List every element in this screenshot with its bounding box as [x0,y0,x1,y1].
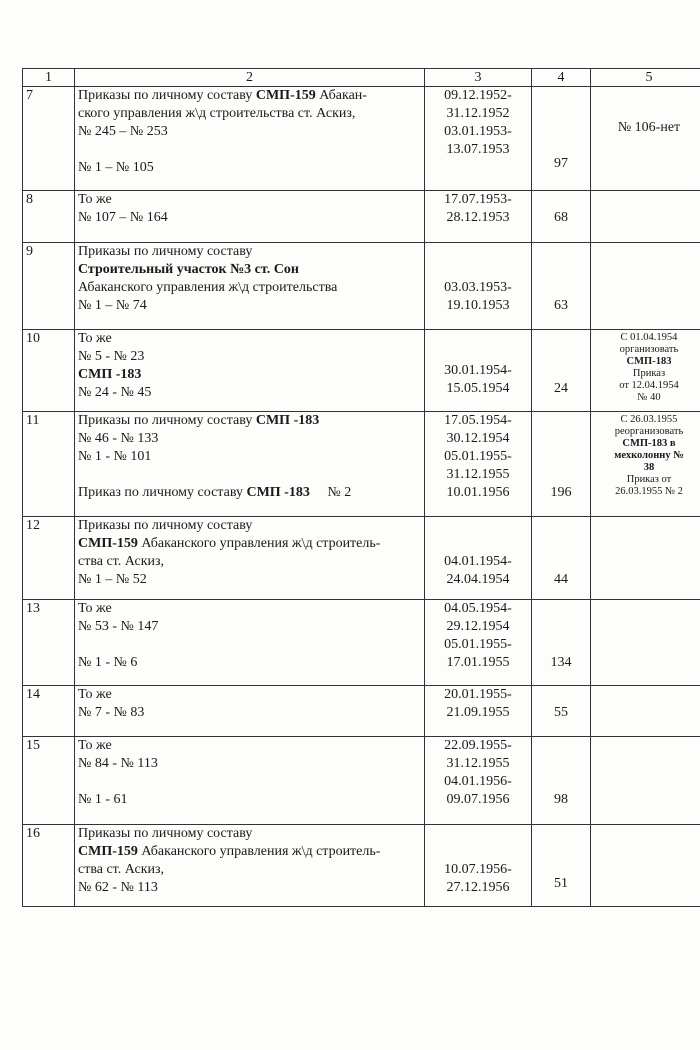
title-line-bold: Строительный участок №3 ст. Сон [78,262,299,277]
row-title [75,600,425,686]
row-note [591,87,700,191]
pages-value: 97 [554,156,568,171]
title-line: № 1 – № 52 [78,572,147,587]
title-line: ского управления ж\д строительства ст. Аскиз, [78,106,356,121]
note-line: № 40 [637,392,661,403]
table-row [23,412,700,517]
title-line: Приказы по личному составу [78,518,253,533]
row-dates [425,412,532,517]
title-line: То же [78,738,112,753]
row-dates [425,191,532,243]
row-dates [425,600,532,686]
inventory-table [22,68,700,907]
row-number: 8 [23,191,75,243]
date-line: 04.01.1954- [444,554,512,569]
title-text: Абаканского управления ж\д строитель- [137,844,381,859]
row-title [75,737,425,825]
date-line: 28.12.1953 [446,210,510,225]
row-pages [532,412,591,517]
title-line: ства ст. Аскиз, [78,554,165,569]
title-line: То же [78,192,112,207]
row-pages [532,686,591,737]
title-line: № 62 - № 113 [78,880,158,895]
date-line: 27.12.1956 [446,880,510,895]
title-line: № 5 - № 23 [78,349,145,364]
pages-value: 55 [554,705,568,720]
title-unit: СМП -183 [246,485,310,500]
row-title [75,825,425,907]
header-row [23,69,700,87]
note-line: реорганизовать [614,426,684,437]
table-row [23,737,700,825]
title-line: № 107 – № 164 [78,210,168,225]
row-number: 16 [23,825,75,907]
date-line: 13.07.1953 [446,142,510,157]
title-text: Абаканского управления ж\д строитель- [137,536,381,551]
row-title [75,330,425,412]
pages-value: 24 [554,381,568,396]
table-row [23,517,700,600]
title-line: Абаканского управления ж\д строительства [78,280,338,295]
row-pages [532,330,591,412]
date-line: 19.10.1953 [446,298,510,313]
row-dates [425,87,532,191]
date-line: 30.12.1954 [446,431,510,446]
row-dates [425,517,532,600]
header-col-3: 3 [425,69,532,87]
pages-value: 134 [550,655,572,670]
row-number: 15 [23,737,75,825]
table-row [23,330,700,412]
row-note [591,191,700,243]
row-title [75,686,425,737]
title-line: № 7 - № 83 [78,705,145,720]
title-text: Приказы по личному составу [78,413,256,428]
row-note [591,412,700,517]
note-line: С 01.04.1954 [620,332,678,343]
row-title [75,191,425,243]
row-title [75,517,425,600]
table-row [23,686,700,737]
row-title [75,243,425,330]
title-line: № 24 - № 45 [78,385,152,400]
date-line: 03.03.1953- [444,280,512,295]
row-pages [532,517,591,600]
date-line: 31.12.1955 [446,467,510,482]
date-line: 15.05.1954 [446,381,510,396]
date-line: 03.01.1953- [444,124,512,139]
header-col-1: 1 [23,69,75,87]
date-line: 10.01.1956 [446,485,510,500]
title-line: № 1 – № 74 [78,298,147,313]
title-text: Абакан- [315,88,367,103]
title-line: То же [78,331,112,346]
title-line: ства ст. Аскиз, [78,862,165,877]
title-line: № 1 - № 101 [78,449,152,464]
row-number: 12 [23,517,75,600]
header-col-2: 2 [75,69,425,87]
row-dates [425,243,532,330]
note-line: С 26.03.1955 [620,414,678,425]
title-unit: СМП -183 [255,413,320,428]
row-note [591,330,700,412]
date-line: 21.09.1955 [446,705,510,720]
pages-value: 63 [554,298,568,313]
note-line: Приказ [632,368,666,379]
title-line: Приказы по личному составу [78,826,253,841]
note-text: № 106-нет [617,120,681,135]
row-number: 9 [23,243,75,330]
date-line: 05.01.1955- [444,637,512,652]
title-line: № 84 - № 113 [78,756,158,771]
title-line-bold: СМП -183 [78,367,142,382]
title-line: Приказы по личному составу [78,244,253,259]
pages-value: 196 [550,485,572,500]
row-number: 13 [23,600,75,686]
row-pages [532,191,591,243]
title-line: № 1 – № 105 [78,160,154,175]
row-dates [425,686,532,737]
note-line: мехколонну № [614,450,684,461]
title-line: То же [78,687,112,702]
row-dates [425,825,532,907]
title-text: Приказ по личному составу [78,485,247,500]
note-line: от 12.04.1954 [619,380,679,391]
row-title [75,87,425,191]
row-number: 10 [23,330,75,412]
title-text: Приказы по личному составу [78,88,256,103]
note-line: организовать [619,344,679,355]
row-note [591,600,700,686]
title-unit: СМП-159 [78,536,138,551]
table-row [23,600,700,686]
date-line: 09.12.1952- [444,88,512,103]
row-pages [532,737,591,825]
date-line: 22.09.1955- [444,738,512,753]
row-pages [532,825,591,907]
row-pages [532,600,591,686]
title-unit: СМП-159 [255,88,316,103]
date-line: 24.04.1954 [446,572,510,587]
date-line: 17.05.1954- [444,413,512,428]
pages-value: 98 [554,792,568,807]
row-pages [532,243,591,330]
row-pages [532,87,591,191]
date-line: 17.01.1955 [446,655,510,670]
date-line: 29.12.1954 [446,619,510,634]
table-row [23,87,700,191]
date-line: 05.01.1955- [444,449,512,464]
date-line: 10.07.1956- [444,862,512,877]
date-line: 31.12.1955 [446,756,510,771]
pages-value: 68 [554,210,568,225]
row-number: 7 [23,87,75,191]
date-line: 04.01.1956- [444,774,512,789]
note-line: СМП-183 [626,356,672,367]
row-number: 14 [23,686,75,737]
date-line: 20.01.1955- [444,687,512,702]
title-line: № 1 - 61 [78,792,128,807]
pages-value: 44 [554,572,568,587]
row-number: 11 [23,412,75,517]
row-title [75,412,425,517]
title-text: № 2 [309,485,352,500]
date-line: 09.07.1956 [446,792,510,807]
pages-value: 51 [554,876,568,891]
date-line: 17.07.1953- [444,192,512,207]
row-dates [425,330,532,412]
note-line: 38 [643,462,655,473]
note-line: 26.03.1955 № 2 [615,486,683,497]
table-row [23,243,700,330]
title-line: № 46 - № 133 [78,431,159,446]
title-line: То же [78,601,112,616]
date-line: 30.01.1954- [444,363,512,378]
date-line: 04.05.1954- [444,601,512,616]
row-note [591,825,700,907]
row-dates [425,737,532,825]
header-col-4: 4 [532,69,591,87]
title-line: № 245 – № 253 [78,124,168,139]
row-note [591,243,700,330]
row-note [591,737,700,825]
header-col-5: 5 [591,69,700,87]
title-line: № 53 - № 147 [78,619,159,634]
row-note [591,686,700,737]
note-line: СМП-183 в [622,438,676,449]
table-row [23,825,700,907]
title-line: № 1 - № 6 [78,655,138,670]
date-line: 31.12.1952 [446,106,510,121]
note-line: Приказ от [626,474,672,485]
title-unit: СМП-159 [78,844,138,859]
table-row [23,191,700,243]
row-note [591,517,700,600]
